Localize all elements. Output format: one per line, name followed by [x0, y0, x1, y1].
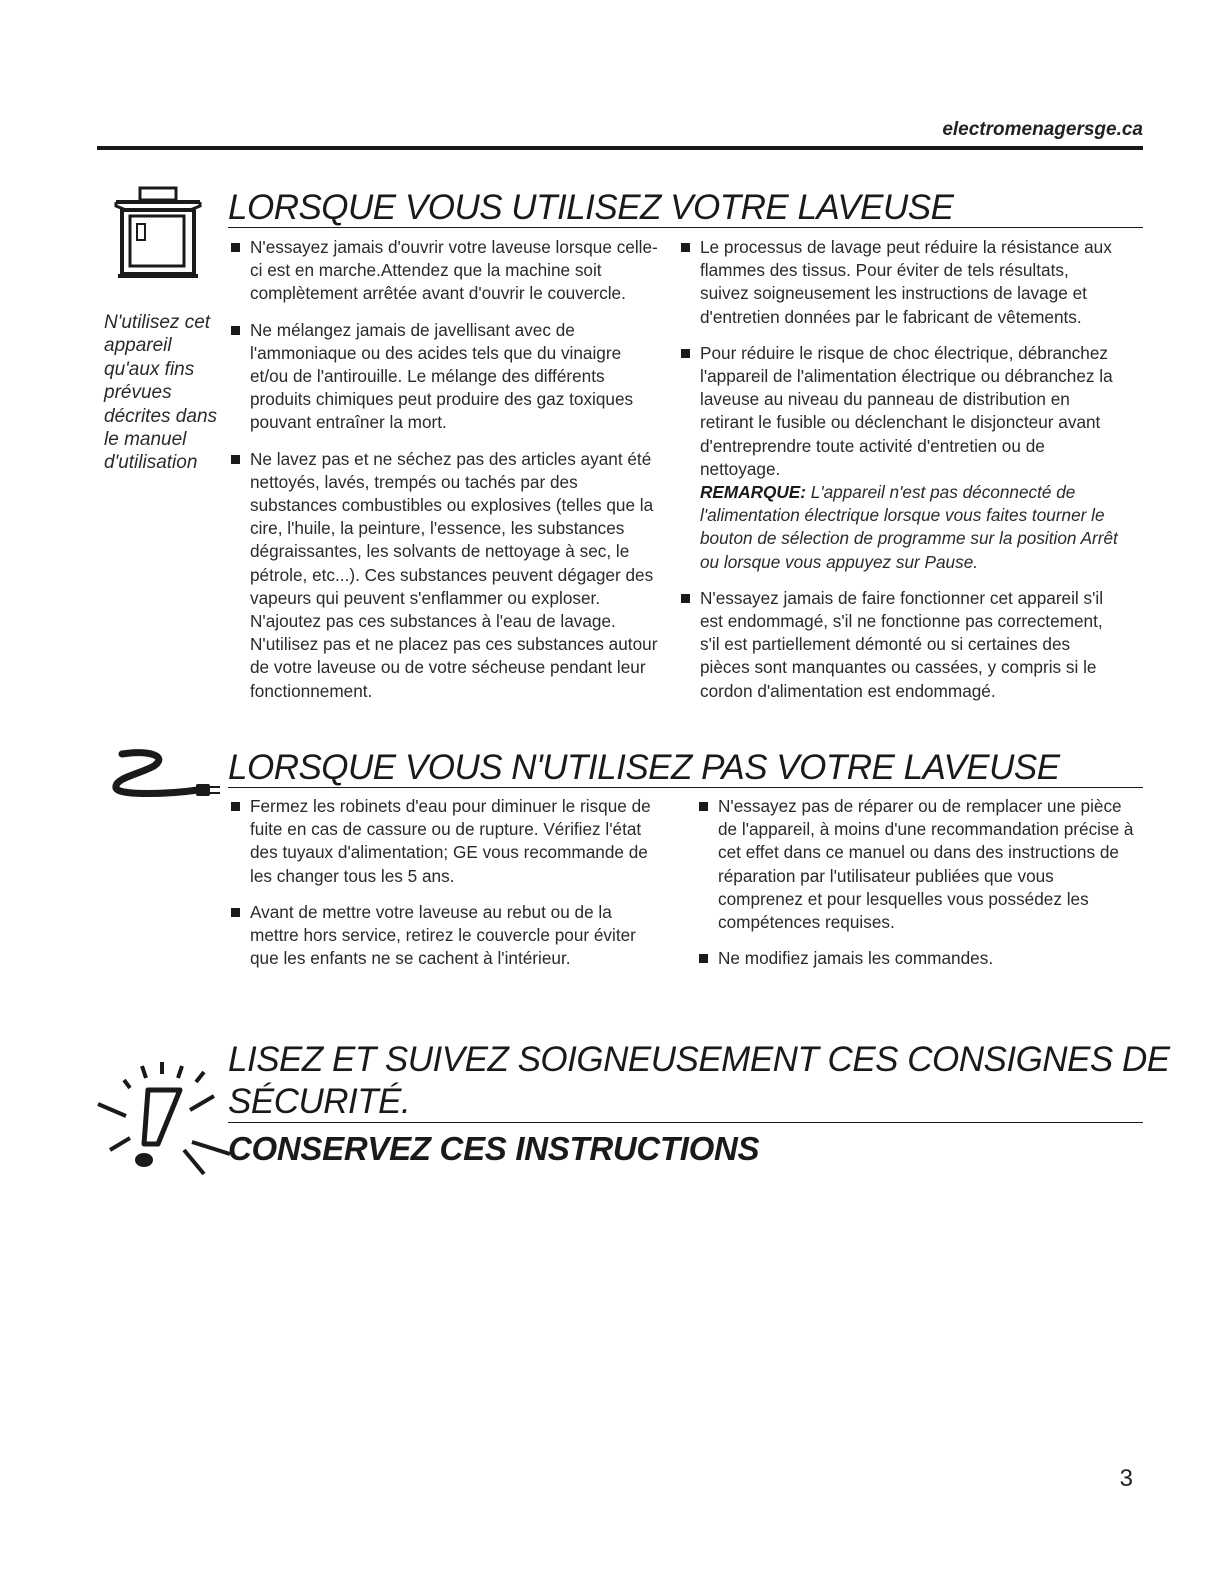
list-item: Le processus de lavage peut réduire la résistance aux flammes des tissus. Pour éviter de tels résultats, suivez soigneusement les instructions de lavage et d'entretien données par le fabricant de vêtements. [680, 236, 1120, 329]
section-title-using: LORSQUE VOUS UTILISEZ VOTRE LAVEUSE [228, 188, 954, 227]
bullet-icon [231, 908, 240, 917]
safety-alert-icon [92, 1050, 232, 1180]
bullet-icon [699, 954, 708, 963]
list-item: Pour réduire le risque de choc électrique, débranchez l'appareil de l'alimentation électrique ou débranchez la laveuse au niveau du panneau de distribution en retirant le fusible ou déclenchant le disjoncteur avant d'entreprendre toute activité d'entretien ou de nettoyage. REMARQUE: L'appareil n'est pas déconnecté de l'alimentation électrique lorsque vous faites tourner le bouton de sélection de programme sur la position Arrêt ou lorsque vous appuyez sur Pause. [680, 342, 1120, 574]
note-label: REMARQUE: [700, 482, 806, 503]
bullet-icon [681, 594, 690, 603]
washer-icon [112, 186, 204, 282]
section1-left-column [230, 236, 660, 716]
list-item: Fermez les robinets d'eau pour diminuer le risque de fuite en cas de cassure ou de rupture. Vérifiez l'état des tuyaux d'alimentation; GE vous recommande de les changer tous les 5 ans. [230, 795, 665, 888]
bullet-icon [231, 455, 240, 464]
section2-right-column [698, 795, 1138, 983]
power-cord-icon [110, 748, 230, 800]
list-item: Ne mélangez jamais de javellisant avec de l'ammoniaque ou des acides tels que du vinaigre et/ou de l'antirouille. Le mélange des différents produits chimiques peut produire des gaz toxiques pouvant entraîner la mort. [230, 319, 660, 435]
bullet-icon [231, 326, 240, 335]
list-item: Ne lavez pas et ne séchez pas des articles ayant été nettoyés, lavés, trempés ou tachés par des substances combustibles ou explosives (telles que la cire, l'huile, la peinture, l'essence, les substances dégraissantes, les solvants de nettoyage à sec, le pétrole, etc...). Ces substances peuvent dégager des vapeurs qui peuvent s'enflammer ou exploser. N'ajoutez pas ces substances à l'eau de lavage. N'utilisez pas et ne placez pas ces substances autour de votre laveuse ou de votre sécheuse pendant leur fonctionnement. [230, 448, 660, 703]
section-title-safety: SÉCURITÉ. [228, 1082, 411, 1121]
section-title-read-follow: LISEZ ET SUIVEZ SOIGNEUSEMENT CES CONSIGNES DE [228, 1040, 1170, 1079]
list-item: N'essayez jamais d'ouvrir votre laveuse lorsque celle-ci est en marche.Attendez que la machine soit complètement arrêtée avant d'ouvrir le couvercle. [230, 236, 660, 306]
bullet-icon [681, 243, 690, 252]
list-item: N'essayez pas de réparer ou de remplacer une pièce de l'appareil, à moins d'une recommandation précise à cet effet dans ce manuel ou dans des instructions de réparation par l'utilisateur publiées que vous comprenez et pour lesquelles vous possédez les compétences requises. [698, 795, 1138, 934]
page-number: 3 [1119, 1465, 1133, 1492]
header-rule [97, 146, 1143, 150]
section-title-not-using: LORSQUE VOUS N'UTILISEZ PAS VOTRE LAVEUSE [228, 748, 1060, 787]
list-item: Avant de mettre votre laveuse au rebut ou de la mettre hors service, retirez le couvercle pour éviter que les enfants ne se cachent à l'intérieur. [230, 901, 665, 971]
bullet-icon [681, 349, 690, 358]
section-rule [228, 227, 1143, 228]
bullet-icon [699, 802, 708, 811]
bullet-icon [231, 802, 240, 811]
bullet-icon [231, 243, 240, 252]
list-item: Ne modifiez jamais les commandes. [698, 947, 1138, 970]
section-rule [228, 1122, 1143, 1123]
section2-left-column [230, 795, 665, 983]
side-note: N'utilisez cet appareil qu'aux fins prévues décrites dans le manuel d'utilisation [104, 312, 218, 474]
save-instructions-title: CONSERVEZ CES INSTRUCTIONS [228, 1130, 760, 1167]
note-text: L'appareil n'est pas déconnecté de l'alimentation électrique lorsque vous faites tourner le bouton de sélection de programme sur la position Arrêt ou lorsque vous appuyez sur Pause. [700, 482, 1118, 572]
website-url: electromenagersge.ca [942, 119, 1143, 140]
list-item: N'essayez jamais de faire fonctionner cet appareil s'il est endommagé, s'il ne fonctionne pas correctement, s'il est partiellement démonté ou si certaines des pièces sont manquantes ou cassées, y compris si le cordon d'alimentation est endommagé. [680, 587, 1120, 703]
section1-right-column [680, 236, 1120, 716]
section-rule [228, 787, 1143, 788]
